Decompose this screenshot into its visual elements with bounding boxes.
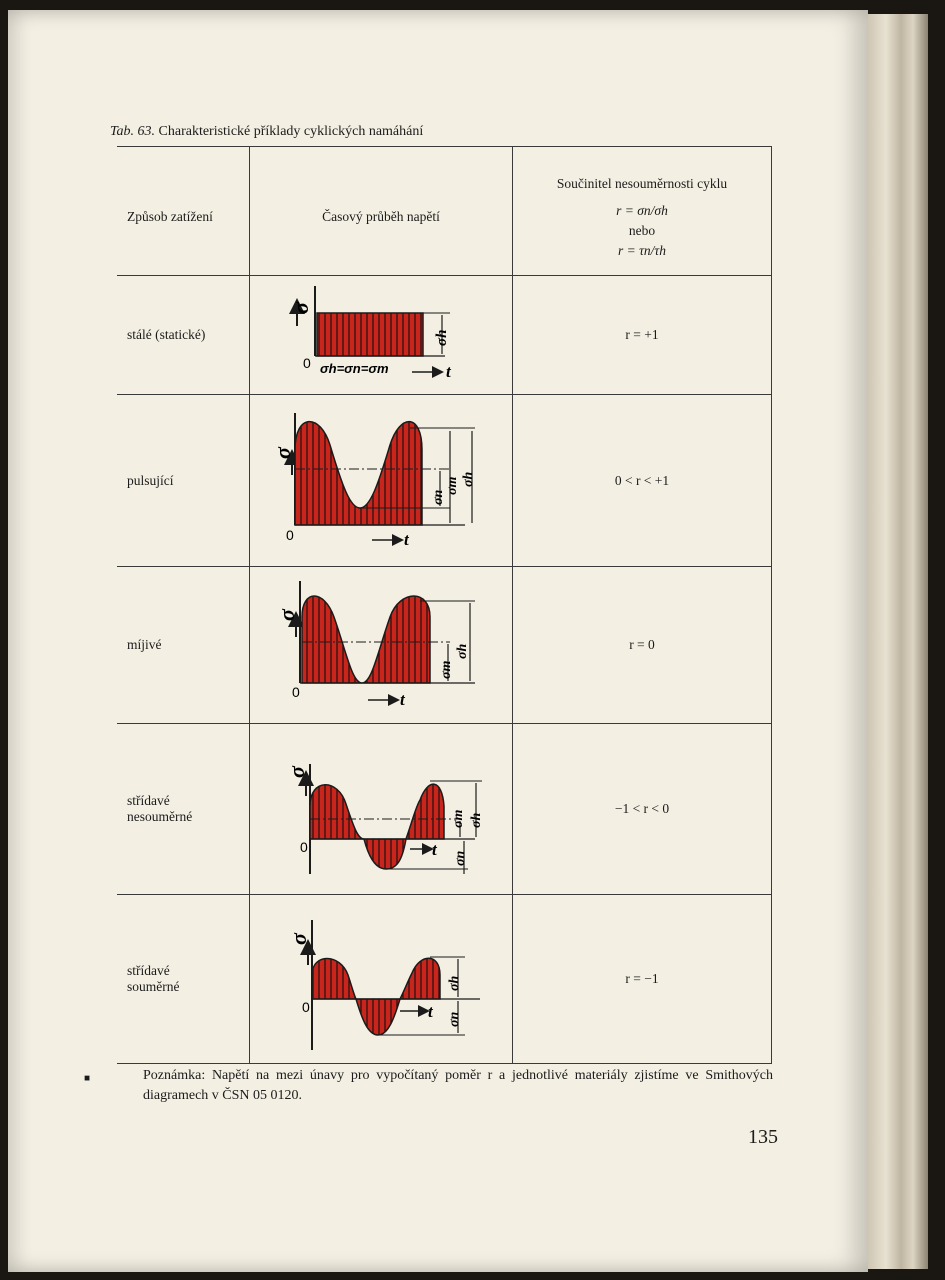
sigma-m-label: σm	[451, 809, 466, 828]
time-label: t	[404, 530, 409, 549]
origin-label: 0	[286, 527, 294, 543]
sigma-n-label: σn	[453, 850, 468, 866]
ratio-alternating-symmetric: r = −1	[513, 895, 772, 1064]
header-coefficient	[513, 147, 772, 276]
header-loading: Způsob zatížení	[117, 147, 250, 276]
table-caption	[110, 124, 423, 140]
cyclic-stress-table	[117, 146, 772, 1064]
sigma-label: σ	[270, 447, 295, 459]
header-coefficient-label: Součinitel nesouměrnosti cyklu	[556, 175, 728, 191]
positive-lobe-1	[310, 785, 364, 839]
diagram-alternating-asymmetric	[250, 724, 512, 894]
formula-sigma: r = σn/σh	[616, 203, 668, 219]
diagram-static	[250, 276, 512, 394]
formula-or: nebo	[628, 223, 656, 238]
table-row	[117, 567, 772, 724]
sigma-n-label: σn	[447, 1011, 462, 1027]
sigma-h-label: σh	[469, 812, 484, 828]
sigma-m-label: σm	[439, 660, 454, 679]
time-label: t	[432, 840, 437, 859]
sigma-m-label: σm	[445, 476, 460, 495]
loading-alternating-symmetric	[117, 895, 250, 1064]
ratio-repeated: r = 0	[513, 567, 772, 724]
origin-label: 0	[302, 999, 310, 1015]
loading-alternating-asymmetric-label: střídavé nesouměrné	[127, 793, 193, 824]
negative-lobe	[364, 839, 406, 869]
diagram-pulsating	[250, 395, 512, 566]
footnote: Poznámka: Napětí na mezi únavy pro vypočítaný poměr r a jednotlivé materiály zjistíme ve Smithových diagramech v ČSN 05 0120.	[143, 1068, 773, 1104]
header-row	[117, 147, 772, 276]
diagram-alternating-asymmetric-cell	[250, 724, 513, 895]
table-number: Tab. 63.	[110, 124, 156, 139]
margin-mark-icon: ■	[84, 1073, 91, 1084]
time-label: t	[446, 362, 451, 381]
positive-lobe-1	[312, 959, 356, 1000]
sigma-h-label: σh	[434, 329, 450, 346]
loading-static: stálé (statické)	[117, 276, 250, 395]
table-row	[117, 724, 772, 895]
diagram-repeated-cell	[250, 567, 513, 724]
time-label: t	[428, 1002, 433, 1021]
sigma-label: σ	[284, 766, 309, 778]
sigma-label: σ	[274, 609, 299, 621]
loading-alternating-symmetric-label: střídavé souměrné	[127, 963, 180, 994]
loading-repeated: míjivé	[117, 567, 250, 724]
sigma-n-label: σn	[431, 489, 446, 505]
sigma-label: σ	[288, 302, 313, 314]
table-row	[117, 895, 772, 1064]
sigma-label: σ	[286, 933, 311, 945]
positive-lobe-2	[400, 958, 440, 999]
formula-tau: r = τn/τh	[617, 242, 667, 258]
table-row	[117, 276, 772, 395]
pulsating-stress-area	[295, 422, 422, 525]
diagram-alternating-symmetric	[250, 895, 512, 1063]
loading-pulsating: pulsující	[117, 395, 250, 567]
page-edge	[868, 14, 928, 1269]
static-equality-label: σh=σn=σm	[320, 361, 389, 376]
origin-label: 0	[292, 684, 300, 700]
positive-lobe-2	[406, 784, 444, 839]
sigma-h-label: σh	[447, 975, 462, 991]
ratio-pulsating: 0 < r < +1	[513, 395, 772, 567]
origin-label: 0	[303, 355, 311, 371]
sigma-h-label: σh	[461, 471, 476, 487]
header-time-course: Časový průběh napětí	[250, 147, 513, 276]
table-row	[117, 395, 772, 567]
ratio-static: r = +1	[513, 276, 772, 395]
origin-label: 0	[300, 839, 308, 855]
table-title: Charakteristické příklady cyklických namáhání	[158, 124, 424, 139]
repeated-stress-area	[302, 596, 430, 683]
sigma-h-label: σh	[455, 643, 470, 659]
page-number: 135	[748, 1126, 778, 1148]
time-label: t	[400, 690, 405, 709]
ratio-alternating-asymmetric: −1 < r < 0	[513, 724, 772, 895]
diagram-alternating-symmetric-cell	[250, 895, 513, 1064]
static-stress-area	[317, 313, 423, 356]
diagram-static-cell	[250, 276, 513, 395]
loading-alternating-asymmetric	[117, 724, 250, 895]
diagram-pulsating-cell	[250, 395, 513, 567]
negative-lobe	[356, 999, 400, 1035]
diagram-repeated	[250, 567, 512, 723]
